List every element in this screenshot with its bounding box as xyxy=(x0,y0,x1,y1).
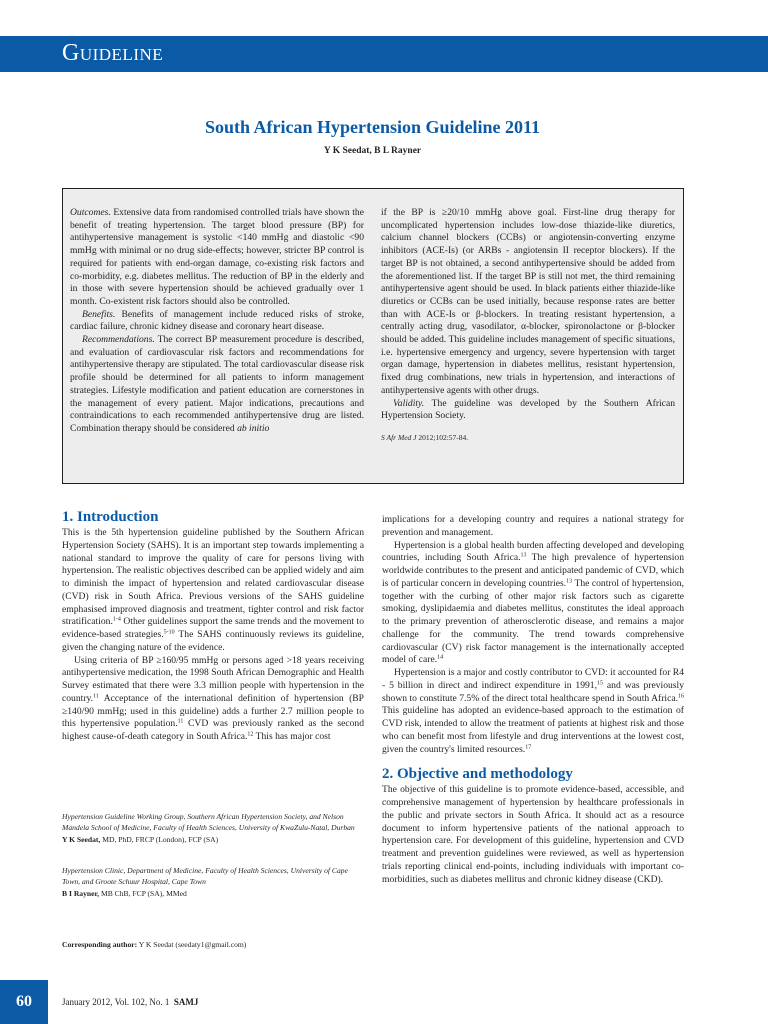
introduction-paragraph-4 xyxy=(382,540,684,668)
footer-issue-line xyxy=(62,997,198,1007)
intro-p4-text-b: The high prevalence of hypertension worldwide contributes to the present and anticipated pandemic of CVD, which is of particular concern in developing countries. xyxy=(382,552,684,589)
article-authors: Y K Seedat, B L Rayner xyxy=(323,146,422,156)
abstract-outcomes xyxy=(70,207,364,309)
objective-paragraph-1: The objective of this guideline is to promote evidence-based, accessible, and comprehensive management of hypertension by healthcare professionals in the public and private sectors in South Africa. It should act as a resource document to inform hypertensive patients of the national approach to hypertension care. For development of this guideline, hypertension and CVD treatment and prevention guidelines were reviewed, as well as hypertension trials reporting clinical end-points, including individuals with important co-morbidities, such as diabetes mellitus and chronic kidney disease (CKD). xyxy=(382,784,684,885)
intro-p2-text-a: Using criteria of BP ≥160/95 mmHg or persons aged >18 years receiving antihypertensive medication, the 1998 South African Demographic and Health Survey estimated that there were 3.3 million people with hypertension in the country. xyxy=(62,654,364,704)
affiliation-person xyxy=(62,834,364,845)
body-column-right xyxy=(382,514,684,886)
body-column-left xyxy=(62,508,364,744)
citation-journal: S Afr Med J xyxy=(381,432,417,442)
intro-p2-text-b: Acceptance of the international definition of hypertension (BP ≥140/90 mmHg; used in this guideline) adds a further 2.7 million people to this hypertensive population. xyxy=(62,692,364,730)
affiliation-institution: Hypertension Guideline Working Group, Southern African Hypertension Society, and Nelson Mandela School of Medicine, Faculty of Health Sciences, University of KwaZulu-Natal, Durban xyxy=(62,812,355,833)
intro-p2-text-c: CVD was previously ranked as the second highest cause-of-death category in South Africa. xyxy=(62,718,364,742)
page-number: 60 xyxy=(0,980,48,1024)
introduction-paragraph-2 xyxy=(62,655,364,744)
reference-marker: 16 xyxy=(678,693,684,699)
abstract-recommendations xyxy=(70,334,364,436)
introduction-paragraph-1 xyxy=(62,527,364,655)
reference-marker: 15 xyxy=(597,680,603,687)
reference-marker: 5-10 xyxy=(163,629,175,636)
affiliation-1 xyxy=(62,811,364,845)
recommendations-text: The correct BP measurement procedure is described, and evaluation of cardiovascular risk factors and recommendations for antihypertensive therapy are stipulated. The total cardiovascular disease risk profile should be determined for all patients to inform management strategies. Lifestyle modification and patient education are cornerstones in the management of every patient. Major indications, precautions and contraindications to each recommended antihypertensive drug are listed. Combination therapy should be considered xyxy=(70,334,364,434)
reference-marker: 13 xyxy=(566,578,573,585)
abstract-citation xyxy=(381,432,675,445)
intro-p1-text-c: The SAHS continuously reviews its guideline, given the changing nature of the evidence. xyxy=(62,629,364,653)
benefits-text: Benefits of management include reduced risks of stroke, cardiac failure, chronic kidney disease and coronary heart disease. xyxy=(70,308,364,333)
section-label: Guideline xyxy=(62,40,164,66)
affiliation-person xyxy=(62,888,364,899)
reference-marker: 17 xyxy=(525,744,532,750)
intro-p1-text-b: Other guidelines support the same trends and the movement to evidence-based strategies. xyxy=(62,616,364,640)
author-credentials: MB ChB, FCP (SA), MMed xyxy=(99,888,187,898)
abstract-benefits xyxy=(70,309,364,334)
intro-p4-text-c: The control of hypertension, together with the curbing of other major risk factors such as cigarette smoking, dyslipidaemia and diabetes mellitus, constitutes the ideal approach to the primary prevention of atherosclerotic disease, and remains a major challenge for the community. The trend towards comprehensive cardiovascular (CV) risk factor management is the internationally accepted model of care. xyxy=(382,577,684,666)
ab-initio-term: ab initio xyxy=(237,422,270,434)
corresponding-details: Y K Seedat (seedaty1@gmail.com) xyxy=(137,940,247,949)
intro-p4-text-a: Hypertension is a global health burden affecting developed and developing countries, including South Africa. xyxy=(382,539,684,564)
intro-p5-text-c: This guideline has adopted an evidence-based approach to the estimation of CVD risk, intended to allow the treatment of patients at highest risk and those who can benefit most from lifestyle and drug interventions at the lowest cost, given the country's limited resources. xyxy=(382,705,684,755)
reference-marker: 11 xyxy=(93,693,99,700)
corresponding-author xyxy=(62,939,364,950)
footer-journal: SAMJ xyxy=(173,997,199,1007)
reference-marker: 14 xyxy=(437,654,444,661)
introduction-heading: 1. Introduction xyxy=(62,509,159,525)
intro-p1-text-a: This is the 5th hypertension guideline published by the Southern African Hypertension Society (SAHS). It is an important step towards implementing a national standard to improve the quality of care for persons living with hypertension. The realistic objectives described can be applied widely and aim to diminish the impact of hypertension and related cardiovascular disease (CVD) risk in South Africa. Previous versions of the SAHS guideline emphasised improved diagnosis and treatment, tighter control and risk factor stratification. xyxy=(62,527,364,628)
intro-p2-text-d: This has major cost xyxy=(253,731,331,742)
introduction-paragraph-5 xyxy=(382,667,684,756)
recommendations-label: Recommendations. xyxy=(82,334,155,346)
article-title: South African Hypertension Guideline 2011 xyxy=(204,117,541,137)
validity-text: The guideline was developed by the Southern African Hypertension Society. xyxy=(381,397,675,422)
intro-p5-text-b: and was previously shown to constitute 7.5% of the direct total healthcare spend in South Africa. xyxy=(382,679,684,704)
outcomes-text: Extensive data from randomised controlled trials have shown the benefit of treating hypertension. The target blood pressure (BP) for antihypertensive management is systolic <140 mmHg and diastolic <90 mmHg with minimal or no drug side-effects; however, stricter BP control is required for patients with end-organ damage, co-existing risk factors and co-morbidity, e.g. diabetes mellitus. The reduction of BP in the elderly and in those with severe hypertension should be achieved gradually over 1 month. Co-existent risk factors should also be controlled. xyxy=(70,207,364,307)
abstract-column-left xyxy=(70,207,364,436)
footer-issue: January 2012, Vol. 102, No. 1 xyxy=(62,997,170,1007)
section-header-bar xyxy=(0,36,768,72)
abstract-recommendations-continued: if the BP is ≥20/10 mmHg above goal. First-line drug therapy for uncomplicated hypertension includes low-dose thiazide-like diuretics, calcium channel blockers (CCBs) or angiotensin-converting enzyme inhibitors (ACE-Is) (or ARBs - angiotensin II receptor blockers). If the target BP is not obtained, a second antihypertensive should be added from the aforementioned list. If the target BP is still not met, the third remaining antihypertensive agent should be used. In black patients either thiazide-like diuretics or CCBs can be used initially, because response rates are better than with ACE-Is or β-blockers. In treating resistant hypertension, a centrally acting drug, vasodilator, α-blocker, spironolactone or β-blocker should be added. This guideline includes management of specific situations, i.e. hypertensive emergency and urgency, severe hypertension with target organ damage, hypertension in diabetes mellitus, resistant hypertension, fixed drug combinations, new trials in hypertension, and interactions of antihypertensive agents with other drugs. xyxy=(381,207,675,396)
intro-p5-text-a: Hypertension is a major and costly contributor to CVD: it accounted for R4 - 5 billion in direct and indirect expenditure in 1991, xyxy=(382,667,684,691)
abstract-validity xyxy=(381,398,675,423)
affiliation-2 xyxy=(62,865,364,899)
reference-marker: 11 xyxy=(177,718,184,725)
abstract-column-right xyxy=(381,207,675,445)
benefits-label: Benefits. xyxy=(82,308,116,320)
validity-label: Validity. xyxy=(393,397,425,409)
affiliation-institution: Hypertension Clinic, Department of Medicine, Faculty of Health Sciences, University of Cape Town, and Groote Schuur Hospital, Cape Town xyxy=(62,866,348,887)
reference-marker: 12 xyxy=(247,731,254,738)
introduction-paragraph-3: implications for a developing country and requires a national strategy for prevention and management. xyxy=(382,514,684,538)
author-name: Y K Seedat, xyxy=(62,834,101,844)
author-credentials: MD, PhD, FRCP (London), FCP (SA) xyxy=(100,834,219,844)
outcomes-label: Outcomes. xyxy=(70,207,111,218)
citation-details: 2012;102:57-84. xyxy=(416,432,469,442)
corresponding-label: Corresponding author: xyxy=(62,940,138,949)
reference-marker: 13 xyxy=(520,552,527,559)
author-name: B I Rayner, xyxy=(62,888,100,898)
abstract-box xyxy=(62,188,684,484)
objective-heading: 2. Objective and methodology xyxy=(382,766,573,783)
reference-marker: 1-4 xyxy=(112,616,121,623)
